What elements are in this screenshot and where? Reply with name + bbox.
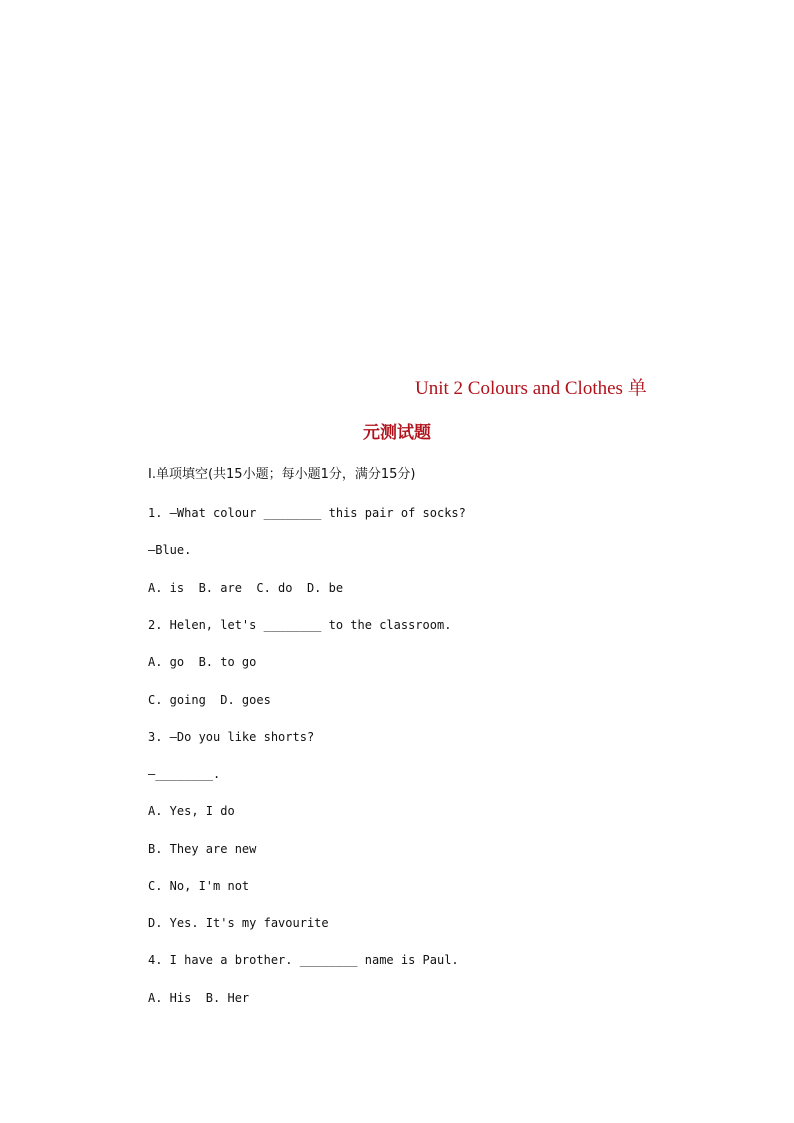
question-1-answer-dialogue: —Blue. (148, 543, 192, 557)
question-1-options: A. is B. are C. do D. be (148, 581, 344, 595)
question-3-stem: 3. —Do you like shorts? (148, 730, 315, 744)
section-heading: Ⅰ.单项填空(共15小题；每小题1分，满分15分) (148, 467, 416, 482)
question-3-option-d: D. Yes. It's my favourite (148, 916, 329, 930)
question-2-options-ab: A. go B. to go (148, 655, 257, 669)
question-4-options: A. His B. Her (148, 991, 250, 1005)
document-title-line-2: 元测试题 (363, 423, 431, 443)
question-3-option-c: C. No, I'm not (148, 879, 250, 893)
question-2-stem: 2. Helen, let's ________ to the classroom. (148, 618, 452, 632)
question-3-option-b: B. They are new (148, 842, 257, 856)
question-3-answer-blank: —________. (148, 767, 221, 781)
question-4-stem: 4. I have a brother. ________ name is Paul. (148, 953, 459, 967)
question-3-option-a: A. Yes, I do (148, 804, 235, 818)
question-1-stem: 1. —What colour ________ this pair of socks? (148, 506, 466, 520)
document-title-line-1: Unit 2 Colours and Clothes 单 (415, 378, 647, 399)
question-2-options-cd: C. going D. goes (148, 693, 271, 707)
